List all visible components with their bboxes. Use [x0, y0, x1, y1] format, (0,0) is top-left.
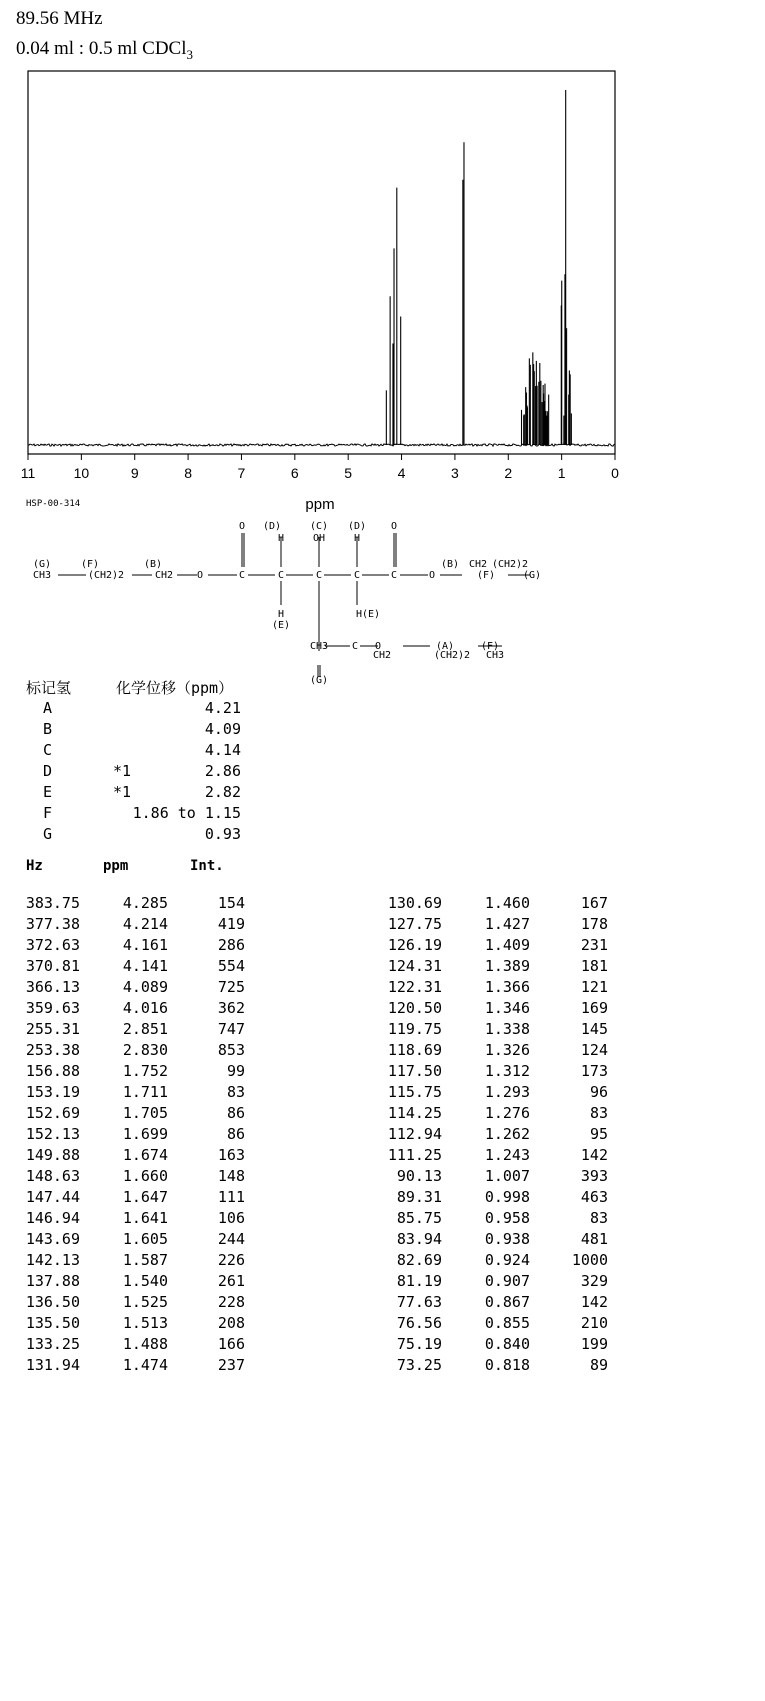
table-cell: 95 — [589, 1125, 608, 1143]
table-cell: 85.75 — [396, 1209, 442, 1227]
table-cell: 0.818 — [484, 1356, 530, 1374]
table-cell: 4.161 — [122, 936, 168, 954]
table-cell: 136.50 — [25, 1293, 80, 1311]
table-cell: 393 — [580, 1167, 608, 1185]
structure-label: C — [315, 570, 323, 581]
assignment-shift: 2.86 — [204, 762, 241, 780]
table-cell: 1.312 — [484, 1062, 530, 1080]
table-cell: 99 — [226, 1062, 245, 1080]
table-cell: 86 — [226, 1125, 245, 1143]
table-cell: 0.958 — [484, 1209, 530, 1227]
table-cell: 199 — [580, 1335, 608, 1353]
table-cell: 148 — [217, 1167, 245, 1185]
structure-label: (C) — [309, 521, 329, 532]
table-cell: 75.19 — [396, 1335, 442, 1353]
table-cell: 4.089 — [122, 978, 168, 996]
table-cell: 133.25 — [25, 1335, 80, 1353]
table-cell: 115.75 — [387, 1083, 442, 1101]
x-tick-label: 2 — [504, 465, 513, 481]
table-cell: 86 — [226, 1104, 245, 1122]
table-cell: 1.699 — [122, 1125, 168, 1143]
table-cell: 142.13 — [25, 1251, 80, 1269]
table-cell: 111 — [217, 1188, 245, 1206]
table-cell: 149.88 — [25, 1146, 80, 1164]
table-cell: 1.007 — [484, 1167, 530, 1185]
table-cell: 0.924 — [484, 1251, 530, 1269]
table-cell: 1.243 — [484, 1146, 530, 1164]
table-cell: 1.540 — [122, 1272, 168, 1290]
spectrum-code: HSP-00-314 — [26, 499, 81, 509]
structure-label: CH3 — [32, 570, 52, 581]
assignment-shift: 4.09 — [204, 720, 241, 738]
structure-label: H — [277, 609, 285, 620]
peak-header-int: Int. — [190, 858, 224, 874]
table-cell: 747 — [217, 1020, 245, 1038]
table-cell: 142 — [580, 1146, 608, 1164]
table-cell: 4.141 — [122, 957, 168, 975]
table-cell: 148.63 — [25, 1167, 80, 1185]
table-cell: 2.830 — [122, 1041, 168, 1059]
assignment-label: C — [43, 741, 53, 759]
table-cell: 1.326 — [484, 1041, 530, 1059]
sample-subscript: 3 — [186, 46, 193, 62]
structure-label: (A) — [435, 641, 455, 652]
structure-label: CH2 — [154, 570, 174, 581]
table-cell: 1.293 — [484, 1083, 530, 1101]
structure-label: (G) — [32, 559, 52, 570]
structure-label: O — [238, 521, 246, 532]
assignment-label: F — [43, 804, 53, 822]
assignment-header-shift: 化学位移（ppm） — [116, 679, 234, 697]
structure-label: CH3 — [485, 650, 505, 661]
table-cell: 1.389 — [484, 957, 530, 975]
x-tick-label: 5 — [344, 465, 353, 481]
table-cell: 181 — [580, 957, 608, 975]
peak-col-int-left — [190, 893, 245, 1376]
structure-label: (E) — [271, 620, 291, 631]
assignment-label: A — [43, 699, 53, 717]
structure-label: H — [277, 533, 285, 544]
structure-label: (G) — [522, 570, 542, 581]
structure-label: (G) — [309, 675, 329, 685]
table-cell: 419 — [217, 915, 245, 933]
table-cell: 208 — [217, 1314, 245, 1332]
structure-label: (CH2)2 — [87, 570, 125, 581]
assignment-shift: 2.82 — [204, 783, 241, 801]
table-cell: 142 — [580, 1293, 608, 1311]
table-cell: 89 — [589, 1356, 608, 1374]
table-cell: 1.674 — [122, 1146, 168, 1164]
table-cell: 83 — [589, 1209, 608, 1227]
structure-label: CH2 — [372, 650, 392, 661]
structure-label: CH2 — [468, 559, 488, 570]
table-cell: 73.25 — [396, 1356, 442, 1374]
table-cell: 112.94 — [387, 1125, 442, 1143]
table-cell: 253.38 — [25, 1041, 80, 1059]
table-cell: 0.998 — [484, 1188, 530, 1206]
table-cell: 76.56 — [396, 1314, 442, 1332]
table-cell: 153.19 — [25, 1083, 80, 1101]
table-cell: 1.366 — [484, 978, 530, 996]
assignment-label: E — [43, 783, 53, 801]
structure-label: C — [277, 570, 285, 581]
table-cell: 122.31 — [387, 978, 442, 996]
table-cell: 853 — [217, 1041, 245, 1059]
structure-label: CH3 — [309, 641, 329, 652]
table-cell: 0.907 — [484, 1272, 530, 1290]
table-cell: 261 — [217, 1272, 245, 1290]
table-cell: 1.660 — [122, 1167, 168, 1185]
table-cell: 146.94 — [25, 1209, 80, 1227]
table-cell: 1.705 — [122, 1104, 168, 1122]
table-cell: 154 — [217, 894, 245, 912]
table-cell: 383.75 — [25, 894, 80, 912]
table-cell: 166 — [217, 1335, 245, 1353]
table-cell: 163 — [217, 1146, 245, 1164]
table-cell: 1.427 — [484, 915, 530, 933]
table-cell: 1.460 — [484, 894, 530, 912]
table-cell: 231 — [580, 936, 608, 954]
structure-label: O — [390, 521, 398, 532]
table-cell: 226 — [217, 1251, 245, 1269]
assignment-label: G — [43, 825, 53, 843]
structure-label: (F) — [80, 559, 100, 570]
table-cell: 145 — [580, 1020, 608, 1038]
table-cell: 329 — [580, 1272, 608, 1290]
table-cell: 366.13 — [25, 978, 80, 996]
structure-label: H(E) — [355, 609, 381, 620]
x-axis-label: ppm — [305, 496, 335, 513]
structure-label: (F) — [480, 641, 500, 652]
table-cell: 237 — [217, 1356, 245, 1374]
table-cell: 96 — [589, 1083, 608, 1101]
table-cell: 372.63 — [25, 936, 80, 954]
structure-label: C — [353, 570, 361, 581]
table-cell: 4.214 — [122, 915, 168, 933]
structure-label: O — [196, 570, 204, 581]
structure-label: (D) — [347, 521, 367, 532]
table-cell: 89.31 — [396, 1188, 442, 1206]
table-cell: 2.851 — [122, 1020, 168, 1038]
table-cell: 90.13 — [396, 1167, 442, 1185]
table-cell: 1.752 — [122, 1062, 168, 1080]
structure-label: (D) — [262, 521, 282, 532]
x-tick-label: 1 — [557, 465, 566, 481]
table-cell: 4.016 — [122, 999, 168, 1017]
assignment-shift: 1.86 to 1.15 — [132, 804, 241, 822]
table-cell: 1.605 — [122, 1230, 168, 1248]
structure-label: O — [374, 641, 382, 652]
table-cell: 1.474 — [122, 1356, 168, 1374]
table-cell: 120.50 — [387, 999, 442, 1017]
table-cell: 83 — [589, 1104, 608, 1122]
table-cell: 167 — [580, 894, 608, 912]
x-tick-label: 8 — [184, 465, 192, 481]
structure-label: O — [428, 570, 436, 581]
table-cell: 0.938 — [484, 1230, 530, 1248]
table-cell: 463 — [580, 1188, 608, 1206]
table-cell: 1.276 — [484, 1104, 530, 1122]
table-cell: 147.44 — [25, 1188, 80, 1206]
table-cell: 126.19 — [387, 936, 442, 954]
table-cell: 127.75 — [387, 915, 442, 933]
table-cell: 1.513 — [122, 1314, 168, 1332]
table-cell: 1.262 — [484, 1125, 530, 1143]
table-cell: 117.50 — [387, 1062, 442, 1080]
table-cell: 131.94 — [25, 1356, 80, 1374]
table-cell: 255.31 — [25, 1020, 80, 1038]
table-cell: 111.25 — [387, 1146, 442, 1164]
table-cell: 121 — [580, 978, 608, 996]
structure-label: (CH2)2 — [491, 559, 529, 570]
structure-label: (F) — [476, 570, 496, 581]
structure-label: (B) — [143, 559, 163, 570]
assignment-label: D — [43, 762, 53, 780]
x-tick-label: 0 — [611, 465, 619, 481]
table-cell: 244 — [217, 1230, 245, 1248]
peak-col-int-right — [550, 893, 608, 1376]
x-tick-label: 4 — [397, 465, 406, 481]
peak-col-ppm-left — [100, 893, 168, 1376]
table-cell: 137.88 — [25, 1272, 80, 1290]
x-tick-label: 6 — [290, 465, 299, 481]
x-tick-label: 9 — [130, 465, 139, 481]
assignment-shift: 4.14 — [204, 741, 241, 759]
sample-text: 0.04 ml : 0.5 ml CDCl — [16, 38, 187, 59]
table-cell: 554 — [217, 957, 245, 975]
table-cell: 1.488 — [122, 1335, 168, 1353]
table-cell: 1.525 — [122, 1293, 168, 1311]
table-cell: 1.641 — [122, 1209, 168, 1227]
x-axis-ticks — [21, 454, 619, 481]
table-cell: 1.346 — [484, 999, 530, 1017]
x-tick-label: 3 — [451, 465, 459, 481]
assignment-header-label: 标记氢 — [26, 679, 72, 697]
table-cell: 1.409 — [484, 936, 530, 954]
table-cell: 114.25 — [387, 1104, 442, 1122]
table-cell: 362 — [217, 999, 245, 1017]
table-cell: 124 — [580, 1041, 608, 1059]
table-cell: 370.81 — [25, 957, 80, 975]
chemical-structure — [0, 515, 560, 685]
table-cell: 286 — [217, 936, 245, 954]
table-cell: 83.94 — [396, 1230, 442, 1248]
table-cell: 135.50 — [25, 1314, 80, 1332]
table-cell: 4.285 — [122, 894, 168, 912]
table-cell: 83 — [226, 1083, 245, 1101]
table-cell: 77.63 — [396, 1293, 442, 1311]
assignment-label: B — [43, 720, 53, 738]
table-cell: 377.38 — [25, 915, 80, 933]
table-cell: 143.69 — [25, 1230, 80, 1248]
table-cell: 1.711 — [122, 1083, 168, 1101]
nmr-spectrum-chart — [0, 60, 640, 515]
table-cell: 0.840 — [484, 1335, 530, 1353]
assignment-note: *1 — [113, 762, 132, 780]
assignment-shift: 0.93 — [204, 825, 241, 843]
table-cell: 152.13 — [25, 1125, 80, 1143]
table-cell: 178 — [580, 915, 608, 933]
table-cell: 359.63 — [25, 999, 80, 1017]
peak-header-hz: Hz — [26, 858, 43, 874]
table-cell: 82.69 — [396, 1251, 442, 1269]
table-cell: 0.855 — [484, 1314, 530, 1332]
peak-col-hz-right — [370, 893, 442, 1376]
table-cell: 1.647 — [122, 1188, 168, 1206]
assignment-note: *1 — [113, 783, 132, 801]
peak-col-ppm-right — [462, 893, 530, 1376]
table-cell: 118.69 — [387, 1041, 442, 1059]
table-cell: 1.587 — [122, 1251, 168, 1269]
table-cell: 173 — [580, 1062, 608, 1080]
table-cell: 124.31 — [387, 957, 442, 975]
structure-label: C — [351, 641, 359, 652]
structure-label: H — [353, 533, 361, 544]
structure-label: (CH2)2 — [433, 650, 471, 661]
table-cell: 119.75 — [387, 1020, 442, 1038]
table-cell: 210 — [580, 1314, 608, 1332]
structure-label: C — [238, 570, 246, 581]
table-cell: 1000 — [571, 1251, 608, 1269]
table-cell: 152.69 — [25, 1104, 80, 1122]
spectrometer-frequency: 89.56 MHz — [16, 8, 103, 29]
table-cell: 228 — [217, 1293, 245, 1311]
assignment-shift: 4.21 — [204, 699, 241, 717]
structure-label: C — [390, 570, 398, 581]
structure-label: OH — [312, 533, 326, 544]
table-cell: 169 — [580, 999, 608, 1017]
x-tick-label: 7 — [237, 465, 246, 481]
table-cell: 130.69 — [387, 894, 442, 912]
table-cell: 156.88 — [25, 1062, 80, 1080]
table-cell: 725 — [217, 978, 245, 996]
table-cell: 81.19 — [396, 1272, 442, 1290]
x-tick-label: 11 — [20, 465, 36, 481]
table-cell: 481 — [580, 1230, 608, 1248]
peak-header-ppm: ppm — [103, 858, 129, 874]
peak-col-hz-left — [14, 893, 80, 1376]
structure-label: (B) — [440, 559, 460, 570]
x-tick-label: 10 — [73, 465, 90, 481]
table-cell: 106 — [217, 1209, 245, 1227]
table-cell: 1.338 — [484, 1020, 530, 1038]
table-cell: 0.867 — [484, 1293, 530, 1311]
